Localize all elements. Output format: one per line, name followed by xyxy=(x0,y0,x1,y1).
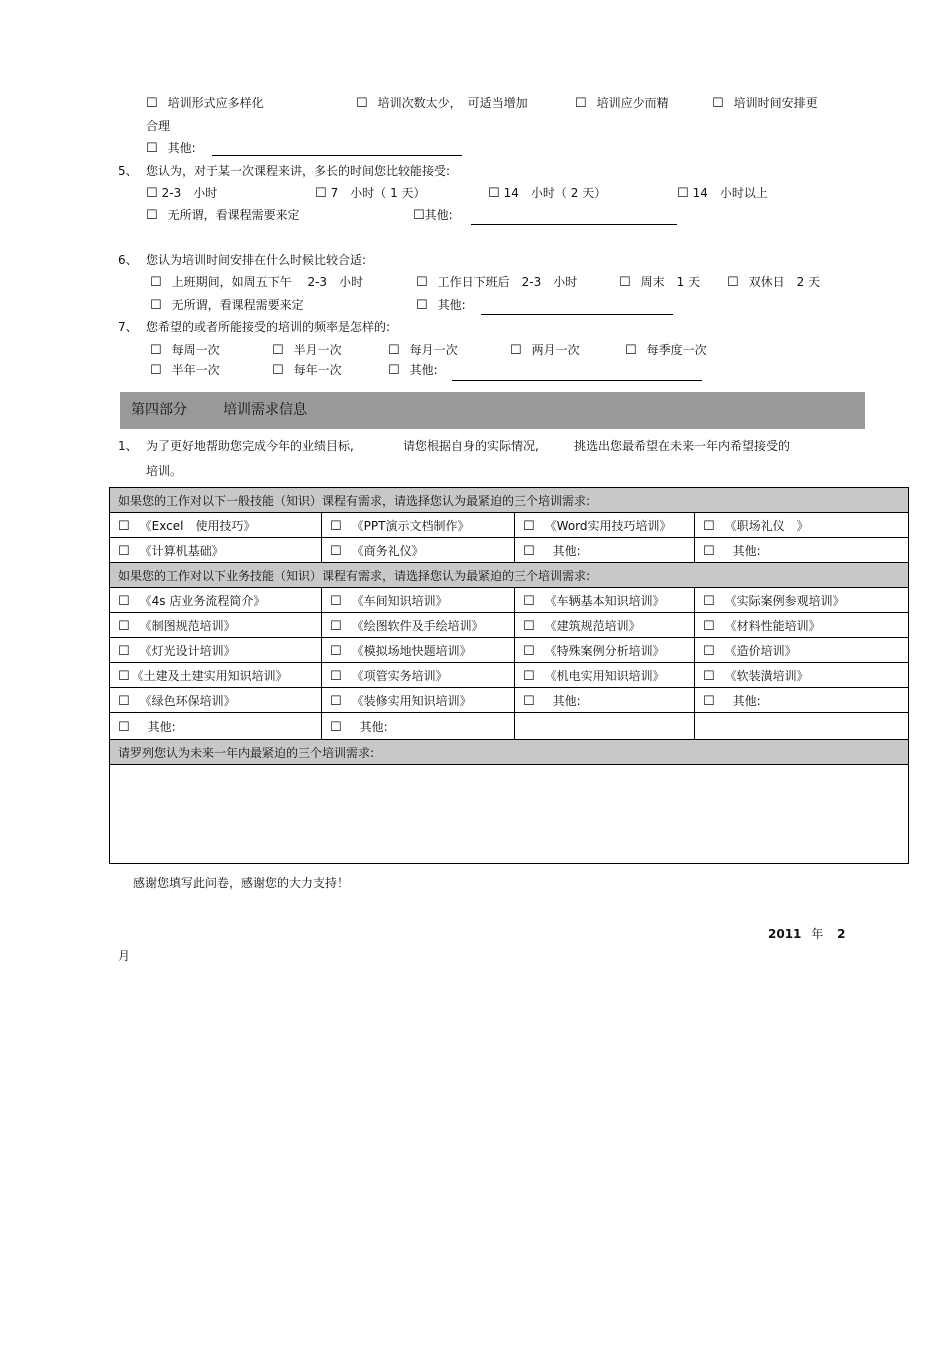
cell-label: 其他: xyxy=(732,693,761,708)
q6-option-5[interactable] xyxy=(150,297,304,314)
table-row xyxy=(110,538,909,563)
cell-label: 其他: xyxy=(552,543,581,558)
checkbox-icon[interactable]: ☐ xyxy=(118,693,130,709)
option-label: 培训形式应多样化 xyxy=(167,96,264,110)
table-cell[interactable] xyxy=(322,588,515,613)
q7-option-weekly[interactable] xyxy=(150,342,220,359)
q4-option-3[interactable] xyxy=(575,95,669,112)
table-cell[interactable] xyxy=(515,513,695,538)
checkbox-icon[interactable]: ☐ xyxy=(146,141,158,156)
q7-option-yearly[interactable] xyxy=(272,362,342,379)
checkbox-icon[interactable]: ☐ xyxy=(703,518,715,534)
checkbox-icon[interactable]: ☐ xyxy=(118,543,130,559)
table-cell[interactable] xyxy=(695,663,909,688)
section-title: 培训需求信息 xyxy=(223,402,307,418)
q4-other-input[interactable] xyxy=(212,155,462,156)
checkbox-icon[interactable]: ☐ xyxy=(575,96,587,111)
cell-label: 《建筑规范培训》 xyxy=(544,618,641,633)
table-cell[interactable] xyxy=(110,713,322,740)
checkbox-icon[interactable]: ☐ xyxy=(118,593,130,609)
checkbox-icon[interactable]: ☐ xyxy=(315,186,327,201)
option-label: 2-3 小时 xyxy=(161,186,218,200)
option-label: 无所谓，看课程需要来定 xyxy=(171,298,304,312)
checkbox-icon[interactable]: ☐ xyxy=(703,618,715,634)
table-cell[interactable] xyxy=(695,513,909,538)
list-needs-answer-row xyxy=(110,765,909,864)
q4-option-1[interactable] xyxy=(146,95,264,112)
table-cell[interactable] xyxy=(322,663,515,688)
checkbox-icon[interactable]: ☐ xyxy=(118,618,130,634)
cell-label: 《灯光设计培训》 xyxy=(139,643,236,658)
checkbox-icon[interactable]: ☐ xyxy=(146,96,158,111)
business-skills-header-row xyxy=(110,563,909,588)
date-month: 2 xyxy=(837,927,846,941)
q7-option-halfmonth[interactable] xyxy=(272,342,342,359)
date-year-unit: 年 xyxy=(811,927,824,941)
s4q1-number: 1、 xyxy=(118,439,138,453)
checkbox-icon[interactable]: ☐ xyxy=(150,343,162,358)
date-month-unit: 月 xyxy=(118,949,131,963)
table-row xyxy=(110,613,909,638)
option-label: 培训时间安排更 xyxy=(733,96,818,110)
q6-number: 6、 xyxy=(118,253,138,267)
cell-label: 《特殊案例分析培训》 xyxy=(544,643,665,658)
cell-label: 《实际案例参观培训》 xyxy=(724,593,845,608)
q7-question: 您希望的或者所能接受的培训的频率是怎样的: xyxy=(146,320,391,334)
other-label: 其他: xyxy=(409,363,438,377)
checkbox-icon[interactable]: ☐ xyxy=(330,618,342,634)
thanks-text: 感谢您填写此问卷，感谢您的大力支持！ xyxy=(133,876,350,890)
option-label: 7 小时（ 1 天） xyxy=(330,186,426,200)
cell-label: 《材料性能培训》 xyxy=(724,618,821,633)
checkbox-icon[interactable]: ☐ xyxy=(330,693,342,709)
q7-option-bimonthly[interactable] xyxy=(510,342,580,359)
checkbox-icon[interactable]: ☐ xyxy=(712,96,724,111)
checkbox-icon[interactable]: ☐ xyxy=(118,518,130,534)
cell-label: 其他: xyxy=(732,543,761,558)
checkbox-icon[interactable]: ☐ xyxy=(388,343,400,358)
checkbox-icon[interactable]: ☐ xyxy=(118,668,130,684)
table-cell[interactable] xyxy=(515,538,695,563)
checkbox-icon[interactable]: ☐ xyxy=(703,543,715,559)
table-cell[interactable] xyxy=(695,588,909,613)
q4-option-4[interactable] xyxy=(712,95,818,112)
q6-option-4[interactable] xyxy=(727,274,820,291)
other-label: 其他: xyxy=(424,208,453,222)
checkbox-icon[interactable]: ☐ xyxy=(523,668,535,684)
checkbox-icon[interactable]: ☐ xyxy=(330,643,342,659)
table-cell[interactable] xyxy=(695,613,909,638)
option-label: 每月一次 xyxy=(409,343,458,357)
checkbox-icon[interactable]: ☐ xyxy=(413,208,425,223)
checkbox-icon[interactable]: ☐ xyxy=(330,518,342,534)
cell-label: 《制图规范培训》 xyxy=(139,618,236,633)
q5-other-input[interactable] xyxy=(471,224,677,225)
checkbox-icon[interactable]: ☐ xyxy=(703,593,715,609)
checkbox-icon[interactable]: ☐ xyxy=(625,343,637,358)
q5-option-1[interactable] xyxy=(146,185,217,202)
checkbox-icon[interactable]: ☐ xyxy=(388,363,400,378)
cell-label: 《装修实用知识培训》 xyxy=(351,693,472,708)
checkbox-icon[interactable]: ☐ xyxy=(416,275,428,290)
q6-option-1[interactable] xyxy=(150,274,363,291)
table-cell[interactable] xyxy=(322,638,515,663)
checkbox-icon[interactable]: ☐ xyxy=(619,275,631,290)
other-label: 其他: xyxy=(167,141,196,155)
table-cell[interactable] xyxy=(110,513,322,538)
q7-other[interactable] xyxy=(388,362,438,379)
cell-label: 《PPT演示文档制作》 xyxy=(351,518,470,533)
option-label: 上班期间，如周五下午 2-3 小时 xyxy=(171,275,364,289)
checkbox-icon[interactable]: ☐ xyxy=(118,643,130,659)
cell-label: 《职场礼仪 》 xyxy=(724,518,809,533)
general-skills-header-row xyxy=(110,488,909,513)
checkbox-icon[interactable]: ☐ xyxy=(523,643,535,659)
q6-other-input[interactable] xyxy=(481,314,673,315)
table-cell[interactable] xyxy=(695,538,909,563)
q7-number: 7、 xyxy=(118,320,138,334)
table-row xyxy=(110,513,909,538)
checkbox-icon[interactable]: ☐ xyxy=(146,186,158,201)
cell-label: 《商务礼仪》 xyxy=(351,543,424,558)
training-needs-table xyxy=(109,487,909,864)
checkbox-icon[interactable]: ☐ xyxy=(510,343,522,358)
checkbox-icon[interactable]: ☐ xyxy=(416,298,428,313)
table-cell-empty xyxy=(695,713,909,740)
table-cell-empty xyxy=(515,713,695,740)
q5-option-4[interactable] xyxy=(677,185,768,202)
cell-label: 《车间知识培训》 xyxy=(351,593,448,608)
checkbox-icon[interactable]: ☐ xyxy=(523,693,535,709)
table-cell[interactable] xyxy=(322,713,515,740)
option-label: 两月一次 xyxy=(531,343,580,357)
q5-other[interactable] xyxy=(413,207,453,224)
cell-label: 《机电实用知识培训》 xyxy=(544,668,665,683)
q5-option-2[interactable] xyxy=(315,185,426,202)
cell-label: 《造价培训》 xyxy=(724,643,797,658)
section-header xyxy=(120,392,865,429)
checkbox-icon[interactable]: ☐ xyxy=(677,186,689,201)
list-needs-header-row xyxy=(110,740,909,765)
table-cell[interactable] xyxy=(110,688,322,713)
checkbox-icon[interactable]: ☐ xyxy=(118,719,130,735)
cell-label: 《计算机基础》 xyxy=(139,543,224,558)
option-label: 周末 1 天 xyxy=(640,275,701,289)
checkbox-icon[interactable]: ☐ xyxy=(272,343,284,358)
list-needs-answer-area[interactable] xyxy=(110,765,909,864)
cell-label: 其他: xyxy=(552,693,581,708)
table-cell[interactable] xyxy=(110,588,322,613)
s4q1-text-line2: 培训。 xyxy=(146,464,183,478)
cell-label: 《车辆基本知识培训》 xyxy=(544,593,665,608)
cell-label: 《项管实务培训》 xyxy=(351,668,448,683)
checkbox-icon[interactable]: ☐ xyxy=(330,543,342,559)
checkbox-icon[interactable]: ☐ xyxy=(523,618,535,634)
list-needs-header: 请罗列您认为未来一年内最紧迫的三个培训需求: xyxy=(110,740,909,765)
date-line xyxy=(768,926,845,942)
table-cell[interactable] xyxy=(322,513,515,538)
checkbox-icon[interactable]: ☐ xyxy=(727,275,739,290)
cell-label: 《Word实用技巧培训》 xyxy=(544,518,672,533)
checkbox-icon[interactable]: ☐ xyxy=(330,668,342,684)
section-label: 第四部分 xyxy=(131,402,187,418)
table-cell[interactable] xyxy=(322,688,515,713)
general-skills-header: 如果您的工作对以下一般技能（知识）课程有需求，请选择您认为最紧迫的三个培训需求: xyxy=(110,488,909,513)
q6-option-3[interactable] xyxy=(619,274,700,291)
cell-label: 《土建及土建实用知识培训》 xyxy=(131,668,288,683)
checkbox-icon[interactable]: ☐ xyxy=(703,668,715,684)
s4q1-text-c: 挑选出您最希望在未来一年内希望接受的 xyxy=(574,439,791,453)
q5-question: 您认为，对于某一次课程来讲，多长的时间您比较能接受: xyxy=(146,164,451,178)
other-label: 其他: xyxy=(437,298,466,312)
option-label: 工作日下班后 2-3 小时 xyxy=(437,275,578,289)
table-cell[interactable] xyxy=(110,613,322,638)
business-skills-header: 如果您的工作对以下业务技能（知识）课程有需求，请选择您认为最紧迫的三个培训需求: xyxy=(110,563,909,588)
s4q1-text-a: 为了更好地帮助您完成今年的业绩目标, xyxy=(146,439,354,453)
checkbox-icon[interactable]: ☐ xyxy=(523,518,535,534)
table-row xyxy=(110,638,909,663)
checkbox-icon[interactable]: ☐ xyxy=(523,593,535,609)
table-cell[interactable] xyxy=(515,663,695,688)
q6-question: 您认为培训时间安排在什么时候比较合适: xyxy=(146,253,367,267)
table-cell[interactable] xyxy=(515,588,695,613)
q6-option-2[interactable] xyxy=(416,274,577,291)
checkbox-icon[interactable]: ☐ xyxy=(330,719,342,735)
q6-other[interactable] xyxy=(416,297,466,314)
cell-label: 其他: xyxy=(147,719,176,734)
cell-label: 《模拟场地快题培训》 xyxy=(351,643,472,658)
q4-option-4-wrap: 合理 xyxy=(146,119,171,133)
q7-other-input[interactable] xyxy=(452,380,702,381)
checkbox-icon[interactable]: ☐ xyxy=(703,693,715,709)
table-cell[interactable] xyxy=(515,638,695,663)
cell-label: 《绿色环保培训》 xyxy=(139,693,236,708)
checkbox-icon[interactable]: ☐ xyxy=(146,208,158,223)
option-label: 无所谓，看课程需要来定 xyxy=(167,208,300,222)
option-label: 半月一次 xyxy=(293,343,342,357)
q5-option-5[interactable] xyxy=(146,207,300,224)
checkbox-icon[interactable]: ☐ xyxy=(272,363,284,378)
table-cell[interactable] xyxy=(110,638,322,663)
cell-label: 《绘图软件及手绘培训》 xyxy=(351,618,484,633)
table-cell[interactable] xyxy=(695,638,909,663)
checkbox-icon[interactable]: ☐ xyxy=(150,275,162,290)
option-label: 每周一次 xyxy=(171,343,220,357)
table-row xyxy=(110,588,909,613)
q5-number: 5、 xyxy=(118,164,138,178)
q5-option-3[interactable] xyxy=(488,185,606,202)
checkbox-icon[interactable]: ☐ xyxy=(356,96,368,111)
cell-label: 其他: xyxy=(359,719,388,734)
table-cell[interactable] xyxy=(515,688,695,713)
q7-option-quarterly[interactable] xyxy=(625,342,707,359)
cell-label: 《4s 店业务流程简介》 xyxy=(139,593,266,608)
q4-option-2[interactable] xyxy=(356,95,528,112)
checkbox-icon[interactable]: ☐ xyxy=(150,363,162,378)
table-cell[interactable] xyxy=(322,538,515,563)
cell-label: 《软装潢培训》 xyxy=(724,668,809,683)
table-cell[interactable] xyxy=(110,538,322,563)
checkbox-icon[interactable]: ☐ xyxy=(523,543,535,559)
option-label: 14 小时以上 xyxy=(692,186,768,200)
option-label: 每年一次 xyxy=(293,363,342,377)
checkbox-icon[interactable]: ☐ xyxy=(703,643,715,659)
option-label: 14 小时（ 2 天） xyxy=(503,186,607,200)
table-cell[interactable] xyxy=(322,613,515,638)
table-cell[interactable] xyxy=(515,613,695,638)
table-cell[interactable] xyxy=(695,688,909,713)
checkbox-icon[interactable]: ☐ xyxy=(330,593,342,609)
checkbox-icon[interactable]: ☐ xyxy=(488,186,500,201)
q7-option-monthly[interactable] xyxy=(388,342,458,359)
table-cell[interactable] xyxy=(110,663,322,688)
option-label: 双休日 2 天 xyxy=(748,275,821,289)
option-label: 培训应少而精 xyxy=(596,96,669,110)
q7-option-halfyear[interactable] xyxy=(150,362,220,379)
s4q1-text-b: 请您根据自身的实际情况, xyxy=(403,439,539,453)
table-row xyxy=(110,663,909,688)
option-label: 每季度一次 xyxy=(646,343,707,357)
cell-label: 《Excel 使用技巧》 xyxy=(139,518,256,533)
table-row xyxy=(110,713,909,740)
option-label: 半年一次 xyxy=(171,363,220,377)
option-label: 培训次数太少， 可适当增加 xyxy=(377,96,528,110)
q4-other[interactable] xyxy=(146,140,196,157)
checkbox-icon[interactable]: ☐ xyxy=(150,298,162,313)
date-year: 2011 xyxy=(768,927,802,941)
table-row xyxy=(110,688,909,713)
